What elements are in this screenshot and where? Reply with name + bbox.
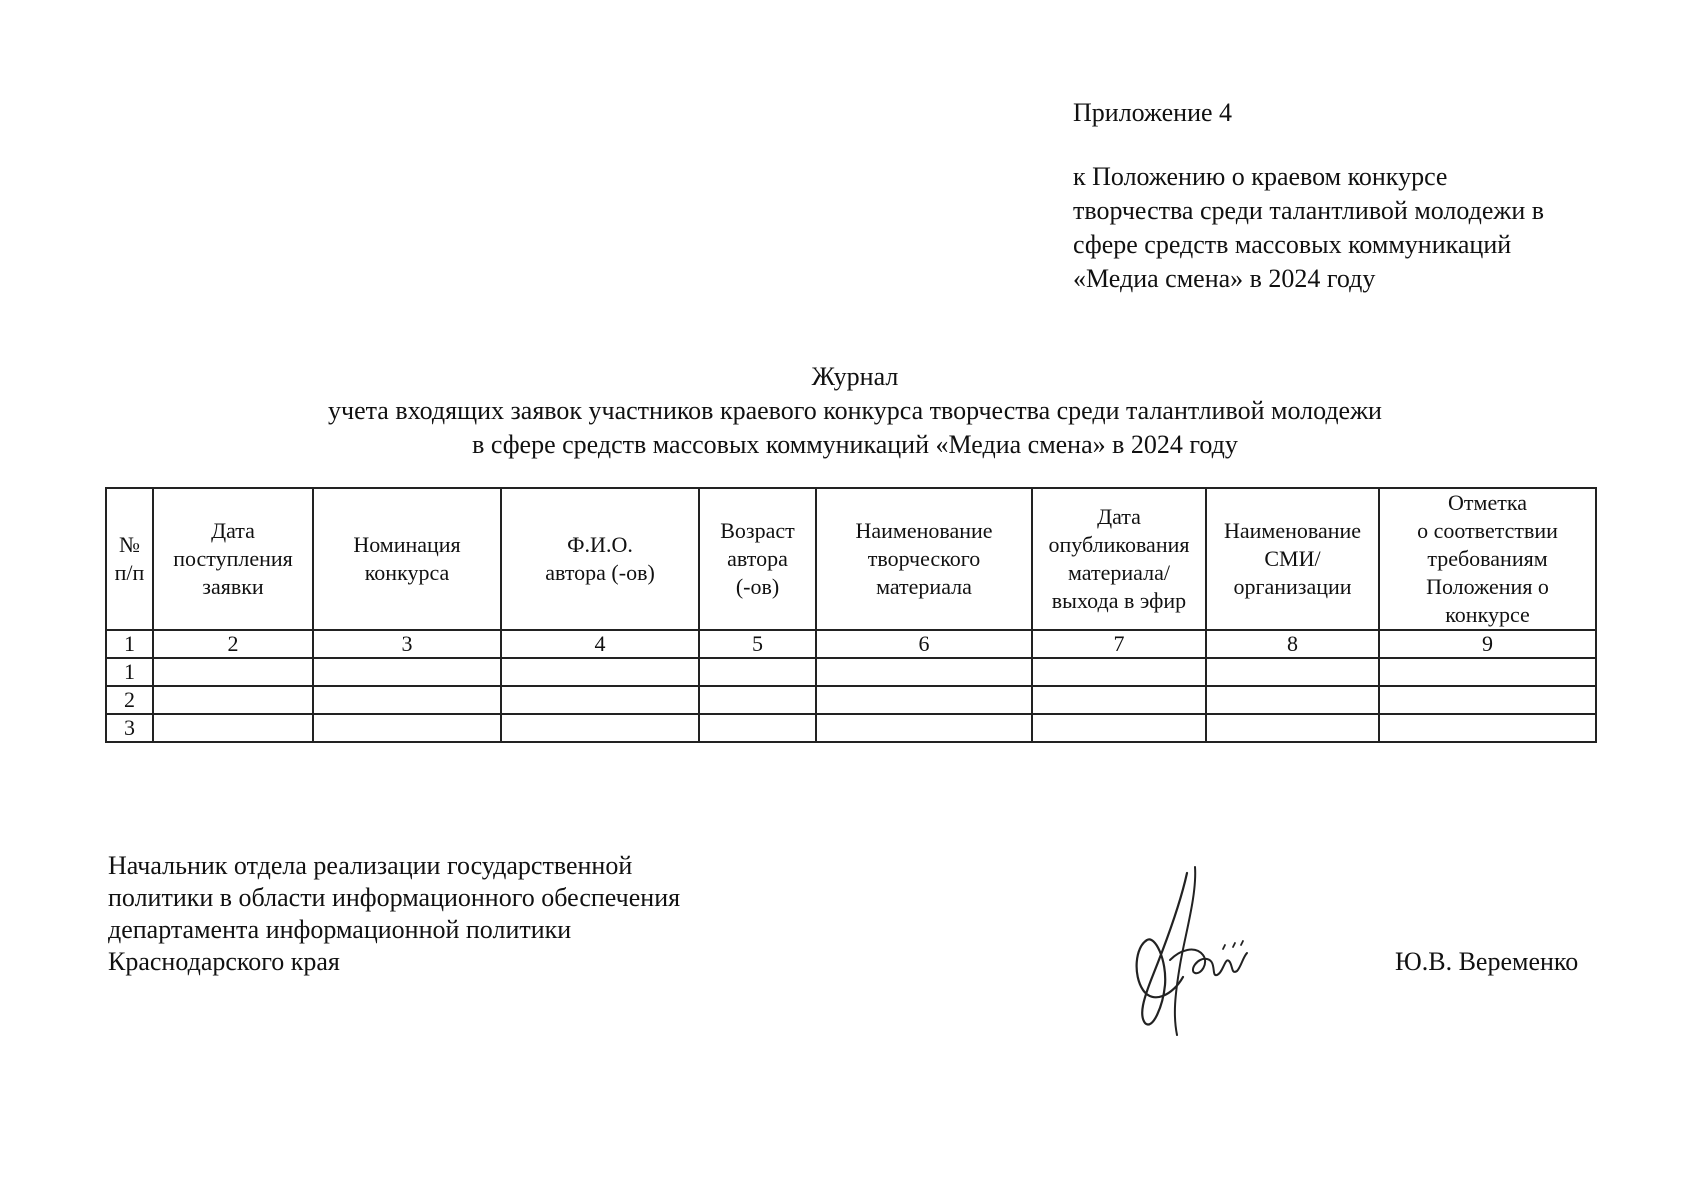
table-cell [1379,714,1596,742]
column-number-cell: 6 [816,630,1032,658]
journal-subtitle-line: учета входящих заявок участников краевого конкурса творчества среди талантливой молодежи [328,396,1382,425]
table-cell [699,714,816,742]
column-header-line: Ф.И.О. [567,532,633,557]
table-cell [1379,686,1596,714]
journal-title [100,360,1610,462]
table-cell [313,686,501,714]
table-cell [1206,658,1379,686]
row-number-cell: 3 [106,714,153,742]
table-cell [699,658,816,686]
table-row [106,714,1596,742]
table-cell [313,714,501,742]
table-cell [699,686,816,714]
column-number-cell: 4 [501,630,699,658]
column-number-cell: 8 [1206,630,1379,658]
table-cell [153,658,313,686]
column-number-cell: 9 [1379,630,1596,658]
column-number-cell: 5 [699,630,816,658]
appendix-line: сфере средств массовых коммуникаций [1073,230,1512,259]
column-header [313,488,501,630]
column-number-cell: 1 [106,630,153,658]
table-cell [313,658,501,686]
table-cell [1206,714,1379,742]
table-cell [501,658,699,686]
column-header-line: Положения о [1426,574,1549,599]
column-number-row [106,630,1596,658]
row-number-cell: 1 [106,658,153,686]
handwritten-signature [1125,865,1255,1040]
table-row [106,686,1596,714]
appendix-block [1073,96,1633,296]
column-header-line: Возраст [720,518,795,543]
column-header-line: выхода в эфир [1051,588,1187,613]
column-header-line: СМИ/ [1264,546,1321,571]
column-header-line: творческого [867,546,981,571]
column-header-line: Наименование [1223,518,1362,543]
signer-position-line: Краснодарского края [108,947,340,976]
column-header [1032,488,1206,630]
column-header-line: о соответствии [1417,518,1558,543]
table-cell [501,714,699,742]
column-header-line: Отметка [1448,490,1527,515]
table-row [106,658,1596,686]
column-header-line: заявки [202,574,264,599]
column-header-line: Номинация [353,532,461,557]
column-header [106,488,153,630]
signer-position-line: политики в области информационного обеспечения [108,883,681,912]
column-header-line: Наименование [855,518,993,543]
column-header-line: Дата [211,518,255,543]
column-number-cell: 2 [153,630,313,658]
column-header-line: требованиям [1427,546,1548,571]
table-header-row [106,488,1596,630]
table-cell [1206,686,1379,714]
table-cell [816,658,1032,686]
appendix-line: «Медиа смена» в 2024 году [1073,264,1376,293]
signer-position-line: Начальник отдела реализации государственной [108,851,633,880]
journal-table [105,487,1597,743]
column-number-cell: 7 [1032,630,1206,658]
table-cell [1032,658,1206,686]
column-header-line: организации [1233,574,1352,599]
column-header-line: автора [727,546,788,571]
column-header [1379,488,1596,630]
column-header-line: конкурсе [1445,602,1530,627]
table-cell [153,686,313,714]
signer-position [108,850,680,978]
signer-position-line: департамента информационной политики [108,915,572,944]
column-header [501,488,699,630]
column-number-cell: 3 [313,630,501,658]
column-header-line: конкурса [364,560,450,585]
journal-heading: Журнал [811,362,899,391]
column-header-line: опубликования [1048,532,1190,557]
column-header [1206,488,1379,630]
journal-subtitle-line: в сфере средств массовых коммуникаций «Медиа смена» в 2024 году [472,430,1238,459]
column-header-line: (-ов) [735,574,780,599]
table-cell [816,686,1032,714]
column-header [816,488,1032,630]
column-header [153,488,313,630]
column-header-line: материала [876,574,972,599]
table-cell [1032,714,1206,742]
column-header-line: Дата [1097,504,1141,529]
table-cell [153,714,313,742]
column-header-line: № [119,532,140,557]
row-number-cell: 2 [106,686,153,714]
column-header-line: поступления [173,546,293,571]
column-header-line: материала/ [1068,560,1170,585]
table-cell [816,714,1032,742]
column-header [699,488,816,630]
table-cell [1032,686,1206,714]
table-cell [1379,658,1596,686]
signer-name: Ю.В. Веременко [1395,947,1579,976]
column-header-line: автора (-ов) [545,560,655,585]
appendix-line: творчества среди талантливой молодежи в [1073,196,1545,225]
appendix-number: Приложение 4 [1073,98,1233,127]
column-header-line: п/п [114,560,145,585]
appendix-line: к Положению о краевом конкурсе [1073,162,1448,191]
table-cell [501,686,699,714]
